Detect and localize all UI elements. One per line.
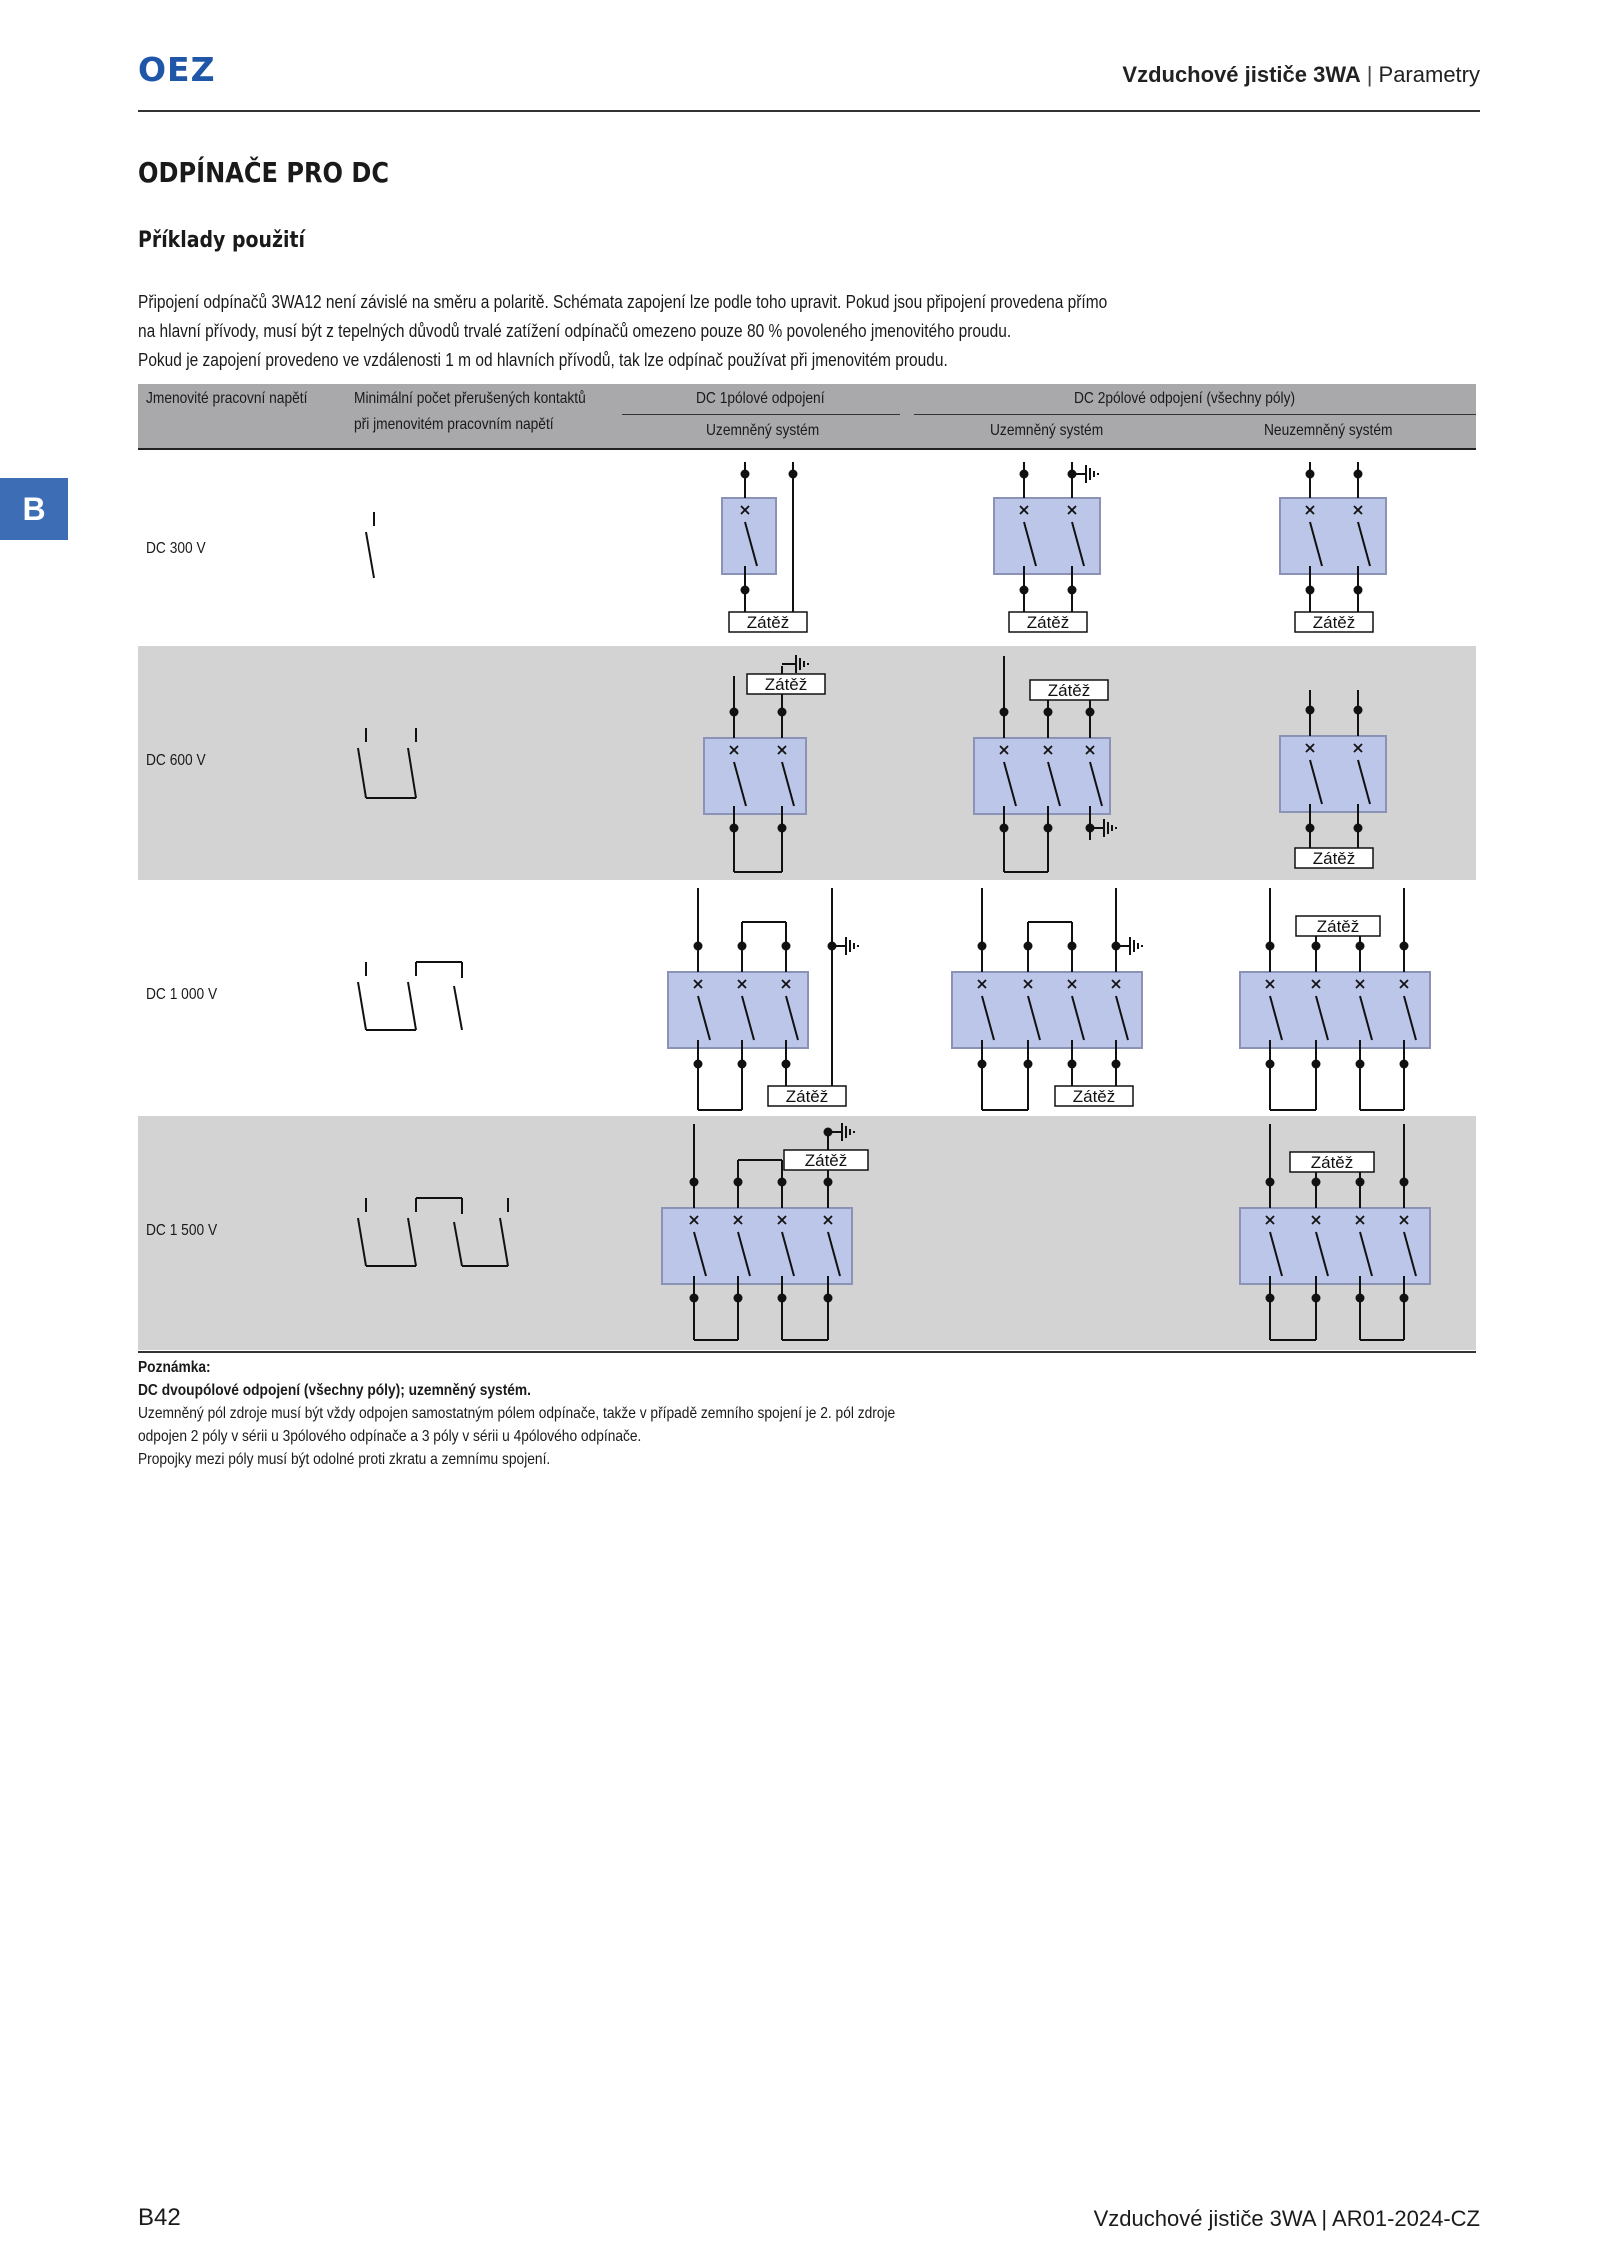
note-line: Uzemněný pól zdroje musí být vždy odpojen samostatným pólem odpínače, takže v případě zemního spojení je 2. pól zdroje: [138, 1405, 896, 1422]
voltage-label: DC 300 V: [146, 540, 206, 557]
wire: [408, 748, 416, 798]
intro-line: Pokud je zapojení provedeno ve vzdálenosti 1 m od hlavních přívodů, tak lze odpínač používat při jmenovitém proudu.: [138, 350, 948, 370]
terminal-dot: [741, 470, 750, 479]
terminal-dot: [978, 942, 987, 951]
load-label: Zátěž: [804, 1151, 848, 1170]
terminal-dot: [1354, 586, 1363, 595]
note-block: [138, 1356, 1084, 1471]
voltage-label: DC 600 V: [146, 752, 206, 769]
note-line: odpojen 2 póly v sérii u 3pólového odpínače a 3 póly v sérii u 4pólového odpínače.: [138, 1428, 642, 1445]
breaker-box: [704, 738, 806, 814]
load-label: Zátěž: [1026, 613, 1070, 632]
terminal-dot: [1306, 470, 1315, 479]
load-label: Zátěž: [1310, 1153, 1354, 1172]
terminal-dot: [1266, 1294, 1275, 1303]
load-label: Zátěž: [785, 1087, 829, 1106]
note-line: Propojky mezi póly musí být odolné proti zkratu a zemnímu spojení.: [138, 1451, 551, 1468]
terminal-dot: [1306, 706, 1315, 715]
terminal-dot: [1356, 942, 1365, 951]
terminal-dot: [1312, 1294, 1321, 1303]
terminal-dot: [1400, 1178, 1409, 1187]
terminal-dot: [730, 708, 739, 717]
section-tab: B: [0, 478, 68, 540]
terminal-dot: [734, 1178, 743, 1187]
terminal-dot: [1266, 1060, 1275, 1069]
col-voltage: Jmenovité pracovní napětí: [146, 390, 308, 407]
sub-grounded-dc2: Uzemněný systém: [990, 422, 1104, 439]
terminal-dot: [1068, 1060, 1077, 1069]
voltage-label: DC 1 500 V: [146, 1222, 218, 1239]
wire: [454, 1222, 462, 1266]
terminal-dot: [1400, 1294, 1409, 1303]
terminal-dot: [1354, 470, 1363, 479]
terminal-dot: [1020, 470, 1029, 479]
load-label: Zátěž: [1047, 681, 1091, 700]
page-number: B42: [138, 2204, 181, 2231]
terminal-dot: [730, 824, 739, 833]
intro-line: na hlavní přívody, musí být z tepelných důvodů trvalé zatížení odpínačů omezeno pouze 80 % povoleného jmenovitého proudu.: [138, 321, 1012, 341]
terminal-dot: [1068, 586, 1077, 595]
terminal-dot: [778, 1178, 787, 1187]
terminal-dot: [824, 1294, 833, 1303]
load-label: Zátěž: [746, 613, 790, 632]
wire: [366, 532, 374, 578]
terminal-dot: [690, 1294, 699, 1303]
wire: [358, 982, 366, 1030]
terminal-dot: [1000, 824, 1009, 833]
wire: [454, 986, 462, 1030]
sub-ungrounded-dc2: Neuzemněný systém: [1264, 422, 1393, 439]
terminal-dot: [1312, 1178, 1321, 1187]
terminal-dot: [1354, 706, 1363, 715]
terminal-dot: [738, 942, 747, 951]
terminal-dot: [778, 1294, 787, 1303]
terminal-dot: [1024, 1060, 1033, 1069]
terminal-dot: [782, 942, 791, 951]
terminal-dot: [1044, 708, 1053, 717]
terminal-dot: [978, 1060, 987, 1069]
terminal-dot: [1112, 1060, 1121, 1069]
load-label: Zátěž: [764, 675, 808, 694]
col-dc2: DC 2pólové odpojení (všechny póly): [1074, 390, 1296, 407]
terminal-dot: [734, 1294, 743, 1303]
terminal-dot: [1312, 942, 1321, 951]
terminal-dot: [778, 708, 787, 717]
terminal-dot: [1266, 942, 1275, 951]
terminal-dot: [1400, 942, 1409, 951]
terminal-dot: [1068, 942, 1077, 951]
terminal-dot: [789, 470, 798, 479]
intro-line: Připojení odpínačů 3WA12 není závislé na směru a polaritě. Schémata zapojení lze podle toho upravit. Pokud jsou připojení provedena přímo: [138, 292, 1108, 312]
terminal-dot: [1354, 824, 1363, 833]
terminal-dot: [1356, 1294, 1365, 1303]
header-divider: |: [1366, 62, 1373, 87]
terminal-dot: [1000, 708, 1009, 717]
terminal-dot: [1086, 708, 1095, 717]
col-dc1: DC 1pólové odpojení: [696, 390, 825, 407]
wire: [358, 1218, 366, 1266]
terminal-dot: [824, 1178, 833, 1187]
terminal-dot: [1024, 942, 1033, 951]
load-label: Zátěž: [1312, 849, 1356, 868]
footer-doc: Vzduchové jističe 3WA | AR01-2024-CZ: [1093, 2206, 1480, 2231]
wire: [408, 982, 416, 1030]
page-title: ODPÍNAČE PRO DC: [138, 156, 390, 189]
terminal-dot: [1356, 1178, 1365, 1187]
terminal-dot: [1400, 1060, 1409, 1069]
terminal-dot: [694, 1060, 703, 1069]
header-section: Parametry: [1378, 62, 1480, 87]
terminal-dot: [741, 586, 750, 595]
wire: [358, 748, 366, 798]
terminal-dot: [1356, 1060, 1365, 1069]
terminal-dot: [738, 1060, 747, 1069]
col-contacts-line1: Minimální počet přerušených kontaktů: [354, 390, 586, 407]
col-contacts-line2: při jmenovitém pracovním napětí: [354, 416, 554, 433]
voltage-label: DC 1 000 V: [146, 986, 218, 1003]
load-label: Zátěž: [1312, 613, 1356, 632]
wire: [500, 1218, 508, 1266]
oez-logo: OEZ: [138, 50, 216, 89]
terminal-dot: [1312, 1060, 1321, 1069]
wire: [408, 1218, 416, 1266]
terminal-dot: [1266, 1178, 1275, 1187]
breaker-box: [662, 1208, 852, 1284]
note-bold-line: DC dvoupólové odpojení (všechny póly); uzemněný systém.: [138, 1382, 531, 1399]
terminal-dot: [778, 824, 787, 833]
terminal-dot: [782, 1060, 791, 1069]
page-subtitle: Příklady použití: [138, 228, 306, 253]
note-heading: Poznámka:: [138, 1359, 211, 1376]
terminal-dot: [1306, 824, 1315, 833]
load-label: Zátěž: [1316, 917, 1360, 936]
terminal-dot: [690, 1178, 699, 1187]
table-bottom-rule: [138, 1351, 1476, 1353]
terminal-dot: [694, 942, 703, 951]
terminal-dot: [1306, 586, 1315, 595]
load-label: Zátěž: [1072, 1087, 1116, 1106]
sub-grounded-dc1: Uzemněný systém: [706, 422, 820, 439]
terminal-dot: [1020, 586, 1029, 595]
terminal-dot: [1044, 824, 1053, 833]
header-product: Vzduchové jističe 3WA: [1122, 62, 1361, 87]
